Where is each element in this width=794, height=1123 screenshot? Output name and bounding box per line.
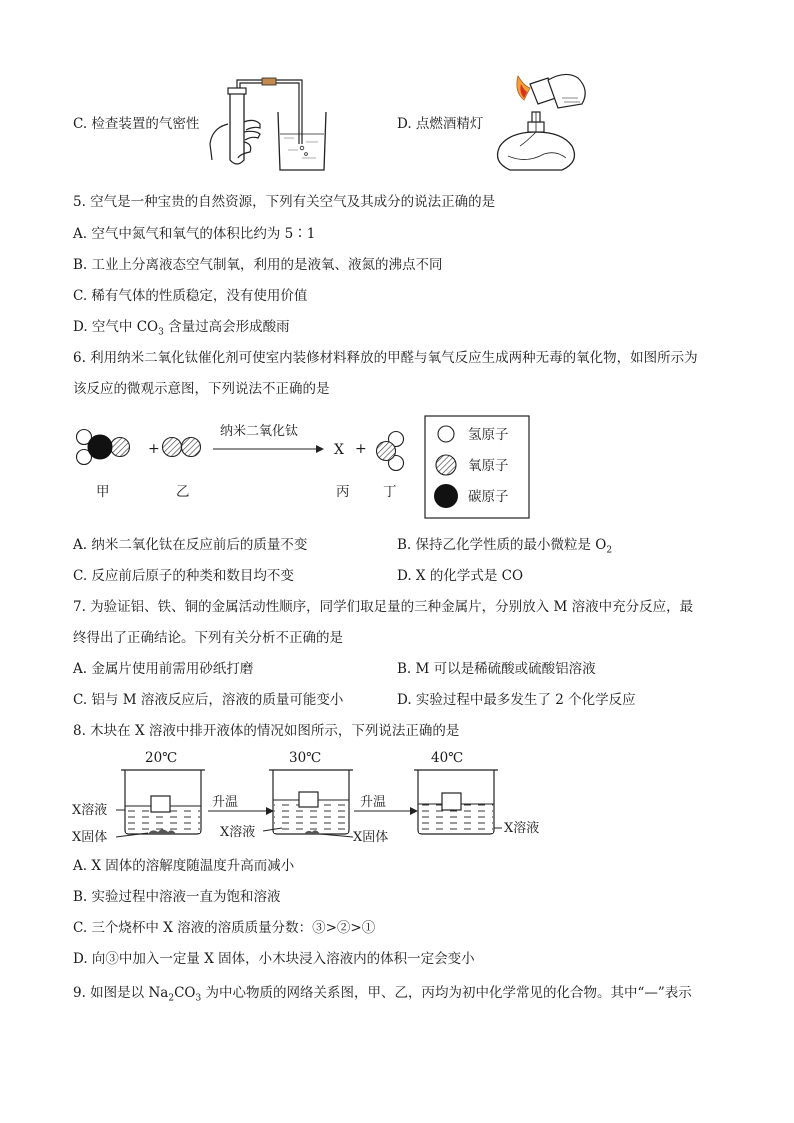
svg-text:升温: 升温 <box>360 795 387 810</box>
q8-option-c: C. 三个烧杯中 X 溶液的溶质质量分数：③>②>① <box>73 920 376 936</box>
reaction-micro-diagram <box>68 412 538 522</box>
molecule-jia <box>77 430 130 465</box>
svg-text:X溶液: X溶液 <box>504 821 540 836</box>
svg-text:30℃: 30℃ <box>289 750 322 766</box>
svg-text:40℃: 40℃ <box>431 750 464 766</box>
svg-text:X溶液: X溶液 <box>72 803 108 818</box>
q8-option-b: B. 实验过程中溶液一直为饱和溶液 <box>73 889 281 905</box>
svg-text:丙: 丙 <box>336 484 350 500</box>
svg-text:乙: 乙 <box>176 484 190 500</box>
q5-stem: 5. 空气是一种宝贵的自然资源，下列有关空气及其成分的说法正确的是 <box>73 194 496 210</box>
q6-option-d: D. X 的化学式是 CO <box>397 568 524 584</box>
q6-option-a: A. 纳米二氧化钛在反应前后的质量不变 <box>73 537 308 553</box>
molecule-yi <box>163 438 201 457</box>
svg-text:X: X <box>334 442 344 458</box>
svg-text:丁: 丁 <box>383 484 397 500</box>
q6-stem-line1: 6. 利用纳米二氧化钛催化剂可使室内装修材料释放的甲醛与氧气反应生成两种无毒的氧化物，如图所示为 <box>73 350 698 366</box>
svg-text:碳原子: 碳原子 <box>468 489 509 505</box>
svg-text:氢原子: 氢原子 <box>468 427 509 443</box>
q6-stem-line2: 该反应的微观示意图，下列说法不正确的是 <box>73 381 330 397</box>
q7-stem-line1: 7. 为验证铝、铁、铜的金属活动性顺序，同学们取足量的三种金属片，分别放入 M 溶液中充分反应，最 <box>73 599 694 615</box>
svg-text:X溶液: X溶液 <box>220 825 256 840</box>
option-d-text: D. 点燃酒精灯 <box>397 116 484 132</box>
catalyst-label: 纳米二氧化钛 <box>220 424 299 439</box>
molecule-ding <box>377 432 404 471</box>
q5-option-d: D. 空气中 $CO_3$ 含量过高会形成酸雨 <box>73 319 290 338</box>
svg-text:X固体: X固体 <box>72 830 108 845</box>
q8-stem: 8. 木块在 X 溶液中排开液体的情况如图所示，下列说法正确的是 <box>73 723 460 739</box>
q7-stem-line2: 终得出了正确结论。下列有关分析不正确的是 <box>73 630 343 646</box>
svg-text:20℃: 20℃ <box>145 750 178 766</box>
q5-option-c: C. 稀有气体的性质稳定，没有使用价值 <box>73 288 308 304</box>
q6-option-b: B. 保持乙化学性质的最小微粒是 $O_2$ <box>397 537 613 556</box>
q8-option-a: A. X 固体的溶解度随温度升高而减小 <box>73 858 295 874</box>
option-c-text: C. 检查装置的气密性 <box>73 116 200 132</box>
q9-stem: 9. 如图是以 $Na_2CO_3$ 为中心物质的网络关系图，甲、乙，丙均为初中化学常见的化合物。其中“—”表示 <box>73 985 692 1004</box>
q5-option-b: B. 工业上分离液态空气制氧，利用的是液氧、液氮的沸点不同 <box>73 257 443 273</box>
beakers-figure <box>70 748 570 848</box>
q7-option-a: A. 金属片使用前需用砂纸打磨 <box>73 661 254 677</box>
alcohol-lamp-figure <box>486 68 596 178</box>
q7-option-b: B. M 可以是稀硫酸或硫酸铝溶液 <box>397 661 596 677</box>
svg-text:X固体: X固体 <box>353 830 389 845</box>
svg-text:+: + <box>148 441 160 457</box>
q7-option-d: D. 实验过程中最多发生了 2 个化学反应 <box>397 692 636 708</box>
svg-text:甲: 甲 <box>96 484 110 500</box>
q5-option-a: A. 空气中氮气和氧气的体积比约为 5∶1 <box>73 226 316 242</box>
q8-option-d: D. 向③中加入一定量 X 固体，小木块浸入溶液内的体积一定会变小 <box>73 951 475 967</box>
svg-text:升温: 升温 <box>212 795 239 810</box>
q7-option-c: C. 铝与 M 溶液反应后，溶液的质量可能变小 <box>73 692 344 708</box>
airtightness-apparatus-figure <box>198 74 338 174</box>
svg-text:+: + <box>355 441 367 457</box>
q6-option-c: C. 反应前后原子的种类和数目均不变 <box>73 568 294 584</box>
svg-text:氧原子: 氧原子 <box>468 458 509 474</box>
